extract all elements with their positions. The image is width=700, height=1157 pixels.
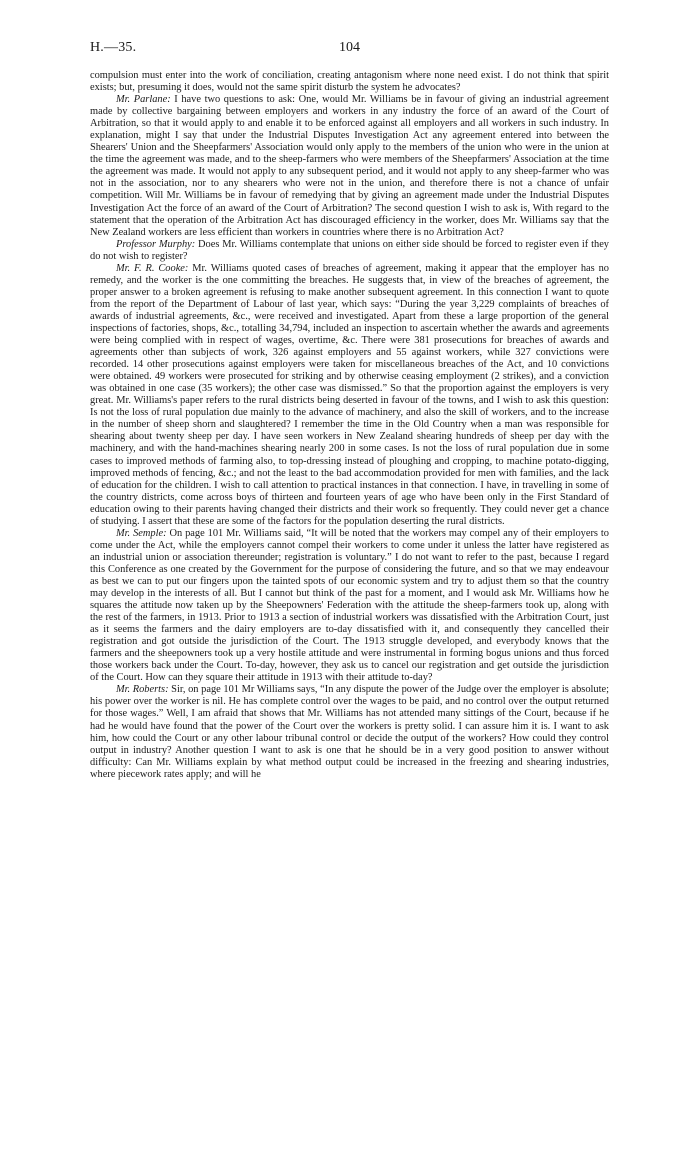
paragraph-cooke bbox=[90, 263, 609, 528]
paragraph-semple bbox=[90, 528, 609, 685]
paragraph-text: Mr. Williams quoted cases of breaches of agreement, making it appear that the employer has no remedy, and the worker is the one committing the breaches. He suggests that, in view of the breaches of agreement, the proper answer to a broken agreement is refusing to make another subsequent agreement. In this connection I want to quote from the report of the Department of Labour of last year, which says: “During the year 3,229 complaints of breaches of awards of industrial agreements, &c., were received and investigated. Apart from these a large proportion of the general inspections of factories, shops, &c., totalling 34,794, included an inspection to ascertain whether the awards and agreements were being complied with in respect of wages, overtime, &c. There were 381 prosecutions for breaches of awards and agreements other than subjects of work, 326 against employers and 55 against workers, while 327 convictions were recorded. 14 other prosecutions against employers were taken for miscellaneous breaches of the Act, and 10 convictions were obtained. 49 workers were prosecuted for striking and by otherwise ceasing employment (2 strikes), and a conviction was obtained in one case (35 workers); the other case was dismissed.” So that the proportion against the employers is very great. Mr. Williams's paper refers to the rural districts being deserted in favour of the towns, and I wish to ask this question: Is not the loss of rural population due mainly to the advance of machinery, and also the skill of workers, and to the increase in the number of sheep shorn and slaughtered? I remember the time in the Old Country when a man was responsible for shearing about twenty sheep per day. I have seen workers in New Zealand shearing hundreds of sheep per day with the machinery, and with the hand-machines shearing nearly 200 in some cases. Is not the loss of rural population due in some cases to improved methods of farming also, to top-dressing instead of ploughing and cropping, to machine potato-digging, improved methods of fencing, &c.; and not the least to the bad accommodation provided for men with families, and the lack of education for the children. I wish to call attention to practical instances in that connection. I have, in travelling in some of the country districts, come across boys of thirteen and fourteen years of age who have been only in the First Standard of education owing to their parents having changed their districts and their work so frequently. They could never get a chance of studying. I assert that these are some of the factors for the population deserting the rural districts. bbox=[90, 262, 609, 527]
paragraph-text: Sir, on page 101 Mr Williams says, “In any dispute the power of the Judge over the employer is absolute; his power over the worker is nil. He has complete control over the wages to be paid, and no control over the output returned for those wages.” Well, I am afraid that shows that Mr. Williams has not attended many sittings of the Court, because if he had he would have found that the power of the Court over the workers is pretty solid. I can assure him it is. I want to ask him, how could the Court or any other labour tribunal control or decide the output of the workers? How could they control output in industry? Another question I want to ask is one that he should be in a very good position to answer without difficulty: Can Mr. Williams explain by what method output could be increased in the freezing and shearing industries, where piecework rates apply; and will he bbox=[90, 684, 609, 780]
paragraph-text: Does Mr. Williams contemplate that unions on either side should be forced to register even if they do not wish to register? bbox=[90, 238, 609, 262]
paragraph-parlane bbox=[90, 94, 609, 239]
paragraph-text: On page 101 Mr. Williams said, “It will be noted that the workers may compel any of their employers to come under the Act, while the employers cannot compel their workers to come under it unless the latter have registered as an industrial union or association thereunder; registration is voluntary.” I do not want to refer to the past, because I regard this Conference as one created by the Government for the purpose of considering the future, and so that we may endeavour as best we can to put our fingers upon the tainted spots of our economic system and try to adjust them so that the country may develop in the interests of all. But I cannot but think of the past for a moment, and I would ask Mr. Williams how he squares the attitude now taken up by the Sheepowners' Federation with the attitude the sheep-farmers took up, along with the rest of the farmers, in 1913. Prior to 1913 a section of industrial workers was dissatisfied with the Arbitration Court, just as it seems the farmers and the dairy employers are to-day dissatisfied with it, and consequently they cancelled their registration and got outside the jurisdiction of the Court. The 1913 struggle developed, and everybody knows that the farmers and the sheepowners took up a very hostile attitude and were instrumental in forming bogus unions and thus forced those workers back under the Court. To-day, however, they ask us to cancel our registration and get outside the jurisdiction of the Court. How can they square their attitude in 1913 with their attitude to-day? bbox=[90, 527, 609, 684]
speaker-name: Professor Murphy: bbox=[116, 238, 196, 250]
speaker-name: Mr. Roberts: bbox=[116, 684, 169, 696]
document-reference: H.—35. bbox=[90, 40, 137, 55]
paragraph-text: I have two questions to ask: One, would Mr. Williams be in favour of giving an industrial agreement made by collective bargaining between employers and workers in any industry the force of an award of the Court of Arbitration, so that it would apply to and enable it to be enforced against all employers and all workers in such industry. In explanation, might I say that under the Industrial Disputes Investigation Act any agreement entered into between the Shearers' Union and the Sheepfarmers' Association would only apply to the members of the union who were in the union at the time the agreement was made, and to the sheep-farmers who were members of the Sheepfarmers' Association at the time the agreement was made. It would not apply to any subsequent period, and it would not apply to any sheep-farmer who was not in the association, nor to any shearers who were not in the union, and therefore there is not a chance of unfair competition. Will Mr. Williams be in favour of remedying that by giving an agreement made under the Industrial Disputes Investigation Act the force of an award of the Court of Arbitration? The second question I wish to ask is, With regard to the statement that the operation of the Arbitration Act has discouraged efficiency in the worker, does Mr. Williams say that the New Zealand workers are less efficient than workers in countries where there is no Arbitration Act? bbox=[90, 94, 609, 238]
paragraph-text: compulsion must enter into the work of conciliation, creating antagonism where none need exist. I do not think that spirit exists; but, presuming it does, would not the same spirit disturb the system he advocates? bbox=[90, 70, 609, 94]
paragraph-continuation bbox=[90, 70, 609, 94]
paragraph-roberts bbox=[90, 684, 609, 780]
speaker-name: Mr. F. R. Cooke: bbox=[116, 262, 189, 274]
running-head bbox=[90, 40, 609, 60]
paragraph-murphy bbox=[90, 239, 609, 263]
speaker-name: Mr. Parlane: bbox=[116, 94, 171, 106]
speaker-name: Mr. Semple: bbox=[116, 527, 167, 539]
body-text bbox=[90, 70, 609, 781]
page-number: 104 bbox=[339, 40, 360, 55]
